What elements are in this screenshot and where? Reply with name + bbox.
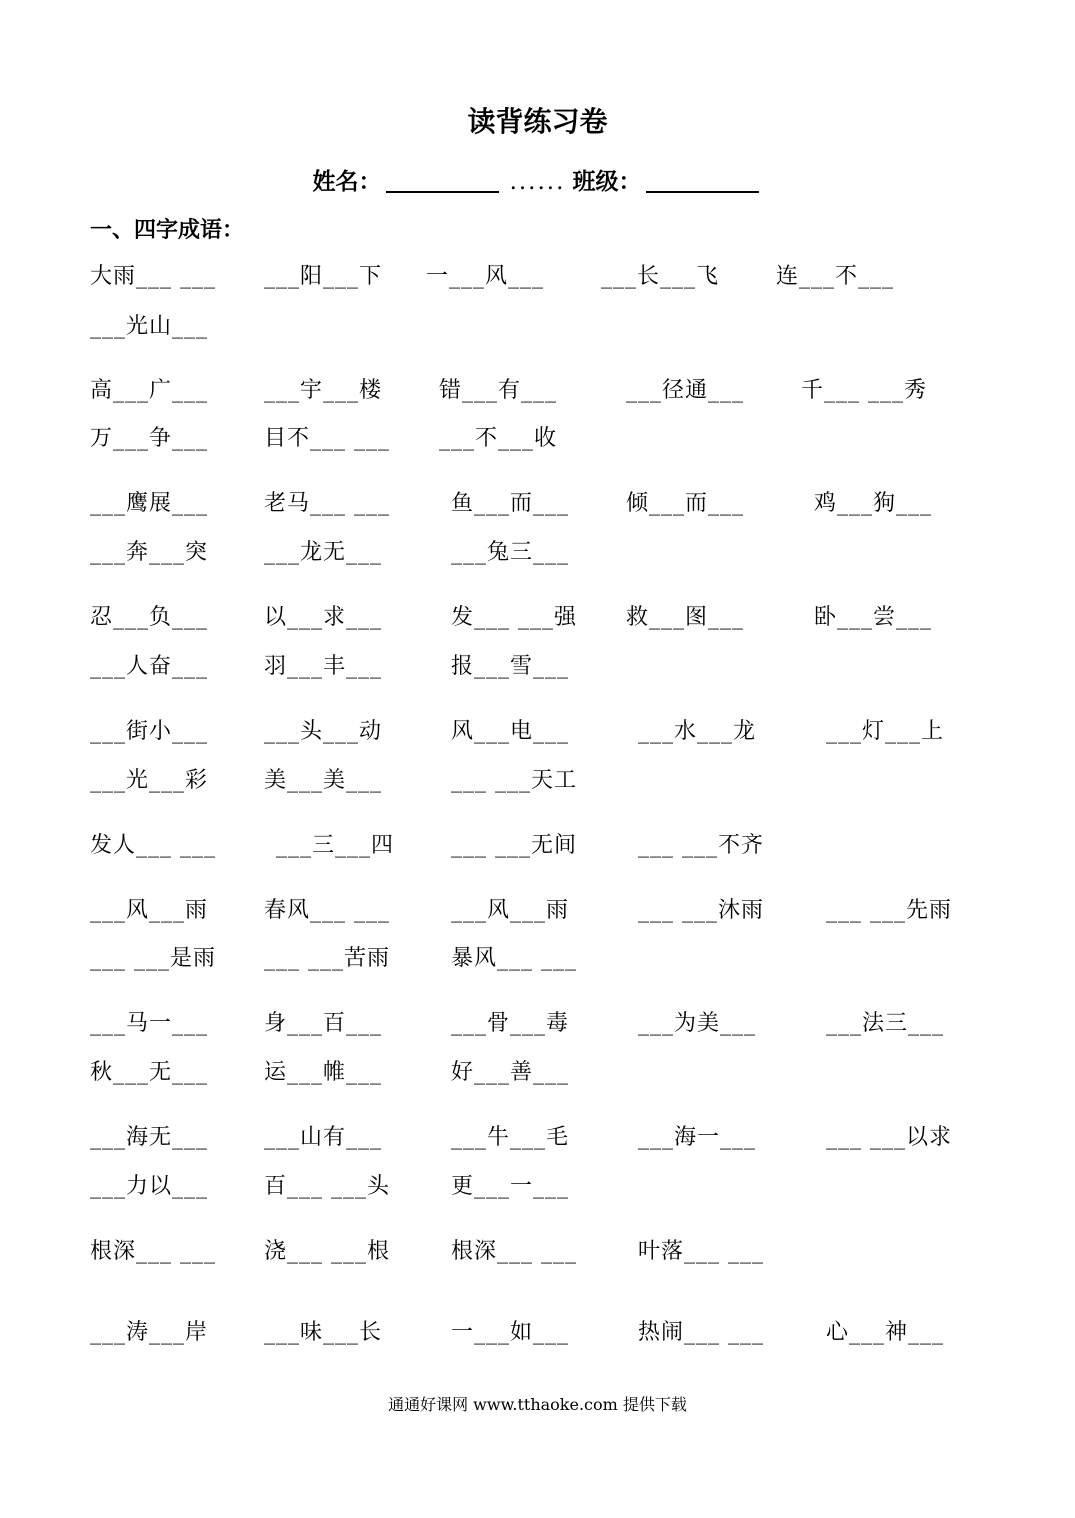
idiom-item[interactable]: ___光___彩 [90, 768, 209, 793]
idiom-row [0, 261, 1075, 293]
idiom-item[interactable]: ___头___动 [264, 719, 383, 744]
idiom-item[interactable]: ___不___收 [439, 426, 558, 451]
idiom-item[interactable]: 发人___ ___ [90, 833, 216, 858]
idiom-row [0, 488, 1075, 520]
idiom-item[interactable]: ___人奋___ [90, 654, 209, 679]
footer-text: 通通好课网 www.tthaoke.com 提供下载 [388, 1395, 687, 1414]
idiom-item[interactable]: ___ ___苦雨 [264, 946, 390, 971]
idiom-item[interactable]: ___鹰展___ [90, 491, 209, 516]
idiom-item[interactable]: ___海无___ [90, 1125, 209, 1150]
idiom-item[interactable]: ___海一___ [638, 1125, 757, 1150]
idiom-row [0, 1122, 1075, 1154]
idiom-item[interactable]: 叶落___ ___ [638, 1239, 764, 1264]
student-info [0, 163, 1075, 196]
idiom-item[interactable]: 倾___而___ [626, 491, 745, 516]
idiom-row [0, 1317, 1075, 1349]
idiom-item[interactable]: ___街小___ [90, 719, 209, 744]
idiom-row [0, 943, 1075, 975]
idiom-item[interactable]: 高___广___ [90, 378, 209, 403]
idiom-item[interactable]: 连___不___ [776, 264, 895, 289]
idiom-row [0, 1236, 1075, 1268]
idiom-item[interactable]: 错___有___ [439, 378, 558, 403]
idiom-item[interactable]: ___ ___以求 [826, 1125, 952, 1150]
idiom-item[interactable]: 更___一___ [451, 1174, 570, 1199]
idiom-item[interactable]: 发___ ___强 [451, 605, 577, 630]
idiom-item[interactable]: 浇___ ___根 [264, 1239, 390, 1264]
idiom-item[interactable]: 身___百___ [264, 1011, 383, 1036]
idiom-item[interactable]: 老马___ ___ [264, 491, 390, 516]
idiom-item[interactable]: 救___图___ [626, 605, 745, 630]
class-label: 班级： [572, 168, 642, 195]
idiom-item[interactable]: 大雨___ ___ [90, 264, 216, 289]
page-title: 读背练习卷 [467, 105, 608, 138]
idiom-item[interactable]: ___马一___ [90, 1011, 209, 1036]
idiom-item[interactable]: ___风___雨 [90, 898, 209, 923]
idiom-item[interactable]: 好___善___ [451, 1060, 570, 1085]
idiom-item[interactable]: ___ ___无间 [451, 833, 577, 858]
idiom-row [0, 1008, 1075, 1040]
idiom-item[interactable]: 一___如___ [451, 1320, 570, 1345]
idiom-item[interactable]: ___三___四 [276, 833, 395, 858]
idiom-item[interactable]: ___阳___下 [264, 264, 383, 289]
idiom-item[interactable]: 心___神___ [826, 1320, 945, 1345]
idiom-item[interactable]: 万___争___ [90, 426, 209, 451]
idiom-item[interactable]: ___味___长 [264, 1320, 383, 1345]
idiom-item[interactable]: ___径通___ [626, 378, 745, 403]
idiom-item[interactable]: ___风___雨 [451, 898, 570, 923]
idiom-item[interactable]: 春风___ ___ [264, 898, 390, 923]
idiom-item[interactable]: ___涛___岸 [90, 1320, 209, 1345]
idiom-row [0, 602, 1075, 634]
idiom-row [0, 1057, 1075, 1089]
idiom-row [0, 895, 1075, 927]
class-blank[interactable] [646, 169, 759, 193]
idiom-item[interactable]: ___ ___不齐 [638, 833, 764, 858]
idiom-item[interactable]: ___光山___ [90, 314, 209, 339]
idiom-item[interactable]: ___龙无___ [264, 540, 383, 565]
idiom-item[interactable]: ___力以___ [90, 1174, 209, 1199]
idiom-item[interactable]: 暴风___ ___ [451, 946, 577, 971]
idiom-item[interactable]: ___ ___天工 [451, 768, 577, 793]
idiom-item[interactable]: 鸡___狗___ [814, 491, 933, 516]
idiom-item[interactable]: 忍___负___ [90, 605, 209, 630]
idiom-item[interactable]: 根深___ ___ [451, 1239, 577, 1264]
idiom-row [0, 375, 1075, 407]
idiom-item[interactable]: ___法三___ [826, 1011, 945, 1036]
idiom-item[interactable]: ___为美___ [638, 1011, 757, 1036]
idiom-row [0, 716, 1075, 748]
idiom-item[interactable]: ___ ___沐雨 [638, 898, 764, 923]
idiom-item[interactable]: 目不___ ___ [264, 426, 390, 451]
idiom-row [0, 651, 1075, 683]
idiom-row [0, 765, 1075, 797]
idiom-row [0, 537, 1075, 569]
idiom-item[interactable]: ___宇___楼 [264, 378, 383, 403]
idiom-item[interactable]: 运___帷___ [264, 1060, 383, 1085]
idiom-item[interactable]: ___ ___先雨 [826, 898, 952, 923]
idiom-item[interactable]: ___ ___是雨 [90, 946, 216, 971]
idiom-item[interactable]: 根深___ ___ [90, 1239, 216, 1264]
idiom-item[interactable]: ___牛___毛 [451, 1125, 570, 1150]
idiom-item[interactable]: 鱼___而___ [451, 491, 570, 516]
idiom-item[interactable]: ___水___龙 [638, 719, 757, 744]
idiom-item[interactable]: ___山有___ [264, 1125, 383, 1150]
idiom-item[interactable]: 热闹___ ___ [638, 1320, 764, 1345]
idiom-item[interactable]: 风___电___ [451, 719, 570, 744]
idiom-item[interactable]: ___长___飞 [601, 264, 720, 289]
idiom-item[interactable]: 千___ ___秀 [801, 378, 927, 403]
idiom-item[interactable]: 百___ ___头 [264, 1174, 390, 1199]
idiom-item[interactable]: 卧___尝___ [814, 605, 933, 630]
idiom-row [0, 311, 1075, 343]
idiom-item[interactable]: ___奔___突 [90, 540, 209, 565]
idiom-item[interactable]: ___兔三___ [451, 540, 570, 565]
idiom-row [0, 1171, 1075, 1203]
idiom-item[interactable]: 报___雪___ [451, 654, 570, 679]
idiom-row [0, 423, 1075, 455]
idiom-row [0, 830, 1075, 862]
name-blank[interactable] [386, 169, 499, 193]
idiom-item[interactable]: 秋___无___ [90, 1060, 209, 1085]
name-label: 姓名： [312, 168, 382, 195]
idiom-item[interactable]: 美___美___ [264, 768, 383, 793]
idiom-item[interactable]: ___骨___毒 [451, 1011, 570, 1036]
dots: ...... [509, 169, 566, 195]
section-heading: 一、四字成语： [90, 217, 245, 243]
idiom-item[interactable]: 羽___丰___ [264, 654, 383, 679]
idiom-item[interactable]: ___灯___上 [826, 719, 945, 744]
idiom-item[interactable]: 一___风___ [426, 264, 545, 289]
idiom-item[interactable]: 以___求___ [264, 605, 383, 630]
